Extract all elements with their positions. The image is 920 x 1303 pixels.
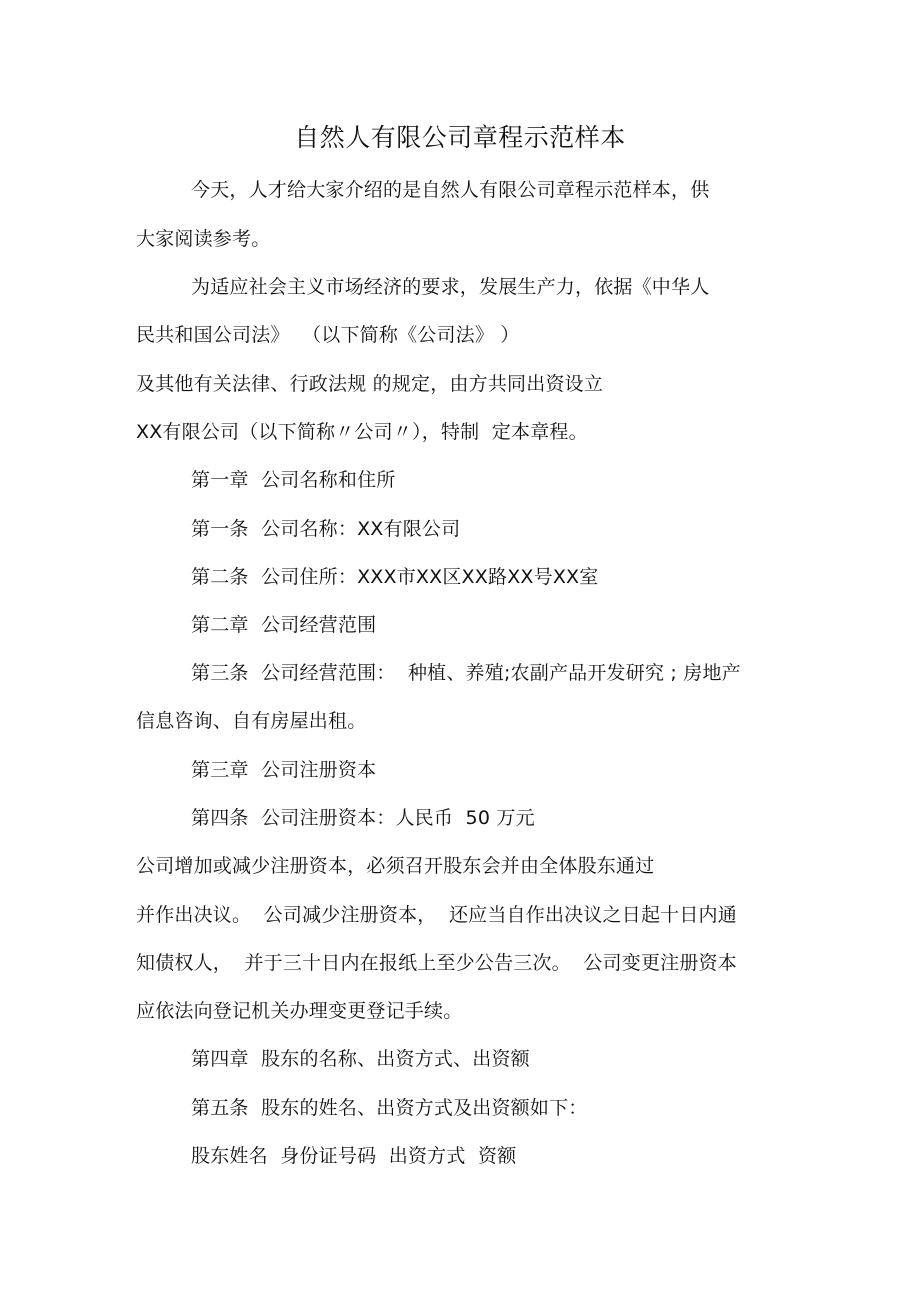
- document-title: 自然人有限公司章程示范样本: [294, 123, 626, 152]
- preamble-line-3: 及其他有关法律、行政法规 的规定，由方共同出资设立: [136, 373, 604, 395]
- shareholder-table-header: 股东姓名 身份证号码 出资方式 资额: [191, 1145, 517, 1167]
- article-2: 第二条 公司住所：XXX市XX区XX路XX号XX室: [191, 566, 599, 588]
- capital-change-line-2: 并作出决议。 公司减少注册资本， 还应当自作出决议之日起十日内通: [136, 904, 737, 926]
- chapter-3-heading: 第三章 公司注册资本: [191, 759, 377, 781]
- capital-change-line-3: 知债权人， 并于三十日内在报纸上至少公告三次。 公司变更注册资本: [136, 952, 737, 974]
- article-4: 第四条 公司注册资本：人民币 50 万元: [191, 807, 535, 829]
- chapter-2-heading: 第二章 公司经营范围: [191, 614, 377, 636]
- article-3-line-1: 第三条 公司经营范围： 种植、养殖;农副产品开发研究 ; 房地产: [191, 662, 741, 684]
- preamble-line-4: XX有限公司（以下简称〃公司〃），特制 定本章程。: [136, 421, 588, 443]
- preamble-line-2: 民共和国公司法》 （以下简称《公司法》 ）: [136, 324, 520, 346]
- article-5: 第五条 股东的姓名、出资方式及出资额如下：: [191, 1097, 588, 1119]
- intro-line-2: 大家阅读参考。: [136, 228, 271, 250]
- intro-line-1: 今天，人才给大家介绍的是自然人有限公司章程示范样本，供: [191, 179, 710, 201]
- capital-change-line-1: 公司增加或减少注册资本，必须召开股东会并由全体股东通过: [136, 855, 655, 877]
- article-3-line-2: 信息咨询、自有房屋出租。: [136, 710, 367, 732]
- article-1: 第一条 公司名称：XX有限公司: [191, 518, 461, 540]
- capital-change-line-4: 应依法向登记机关办理变更登记手续。: [136, 1000, 463, 1022]
- chapter-4-heading: 第四章 股东的名称、出资方式、出资额: [191, 1048, 530, 1070]
- preamble-line-1: 为适应社会主义市场经济的要求，发展生产力，依据《中华人: [191, 276, 710, 298]
- chapter-1-heading: 第一章 公司名称和住所: [191, 469, 396, 491]
